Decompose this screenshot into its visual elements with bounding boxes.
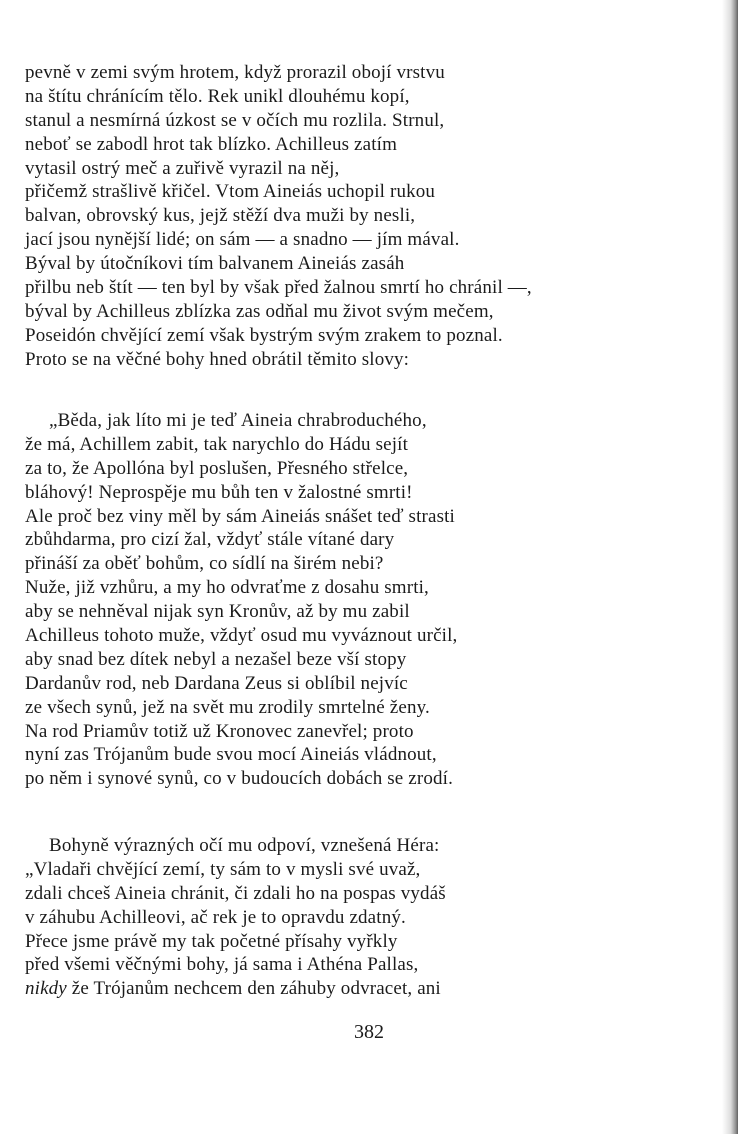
text-line: Ale proč bez viny měl by sám Aineiás snášet teď strasti (25, 505, 455, 527)
text-line: balvan, obrovský kus, jejž stěží dva muži by nesli, (25, 205, 416, 227)
text-line: neboť se zabodl hrot tak blízko. Achilleus zatím (25, 133, 398, 155)
text-line: bláhový! Neprospěje mu bůh ten v žalostné smrti! (25, 481, 413, 503)
text-line: v záhubu Achilleovi, ač rek je to opravdu zdatný. (25, 906, 406, 928)
text-line (25, 977, 675, 1001)
text-line: aby snad bez dítek nebyl a nezašel beze vší stopy (25, 648, 407, 670)
page-edge-shadow (722, 0, 738, 1134)
text-line: Býval by útočníkovi tím balvanem Aineiás zasáh (25, 253, 405, 275)
text-line: Nuže, již vzhůru, a my ho odvraťme z dosahu smrti, (25, 577, 429, 599)
text-line: „Vladaři chvějící zemí, ty sám to v mysli své uvaž, (25, 858, 421, 880)
text-line: Na rod Priamův totiž už Kronovec zanevřel; proto (25, 720, 414, 742)
text-line: býval by Achilleus zblízka zas odňal mu život svým mečem, (25, 300, 494, 322)
text-line: Dardanův rod, neb Dardana Zeus si oblíbil nejvíc (25, 672, 408, 694)
speech-poseidon (25, 409, 675, 791)
text-line: Přece jsme právě my tak početné přísahy vyřkly (25, 930, 398, 952)
italic-word: nikdy (25, 978, 67, 1000)
text-line: po něm i synové synů, co v budoucích dobách se zrodí. (25, 768, 453, 790)
text-line: „Běda, jak líto mi je teď Aineia chrabroduchého, (49, 410, 427, 431)
text-line: přičemž strašlivě křičel. Vtom Aineiás uchopil rukou (25, 181, 436, 203)
text-line: zbůhdarma, pro cizí žal, vždyť stále vítané dary (25, 529, 395, 551)
text-line-rest: že Trójanům nechcem den záhuby odvracet, ani (66, 978, 441, 1000)
text-line: ze všech synů, jež na svět mu zrodily smrtelné ženy. (25, 696, 430, 718)
text-line: pevně v zemi svým hrotem, když prorazil obojí vrstvu (25, 62, 445, 83)
text-line: Proto se na věčné bohy hned obrátil těmito slovy: (25, 348, 410, 370)
text-line: vytasil ostrý meč a zuřivě vyrazil na něj, (25, 157, 340, 179)
text-line: před všemi věčnými bohy, já sama i Athéna Pallas, (25, 954, 419, 976)
text-line: na štítu chránícím tělo. Rek unikl dlouhému kopí, (25, 85, 410, 107)
text-line: Achilleus tohoto muže, vždyť osud mu vyváznout určil, (25, 625, 458, 647)
text-line: přilbu neb štít — ten byl by však před žalnou smrtí ho chránil —, (25, 277, 532, 299)
text-line: jací jsou nynější lidé; on sám — a snadno — jím mával. (25, 229, 460, 251)
page-number: 382 (354, 1021, 384, 1043)
text-line: Poseidón chvějící zemí však bystrým svým zrakem to poznal. (25, 324, 503, 346)
text-line: zdali chceš Aineia chránit, či zdali ho na pospas vydáš (25, 882, 446, 904)
text-line: nyní zas Trójanům bude svou mocí Aineiás vládnout, (25, 744, 437, 766)
prose-paragraph (25, 61, 675, 372)
speech-hera (25, 834, 675, 1001)
text-line: Bohyně výrazných očí mu odpoví, vznešená Héra: (49, 835, 440, 856)
text-line: za to, že Apollóna byl poslušen, Přesného střelce, (25, 457, 409, 479)
text-line: aby se nehněval nijak syn Kronův, až by mu zabil (25, 601, 410, 623)
text-line: stanul a nesmírná úzkost se v očích mu rozlila. Strnul, (25, 109, 445, 131)
text-line: přináší za oběť bohům, co sídlí na širém nebi? (25, 553, 384, 575)
text-line: že má, Achillem zabit, tak narychlo do Hádu sejít (25, 433, 409, 455)
